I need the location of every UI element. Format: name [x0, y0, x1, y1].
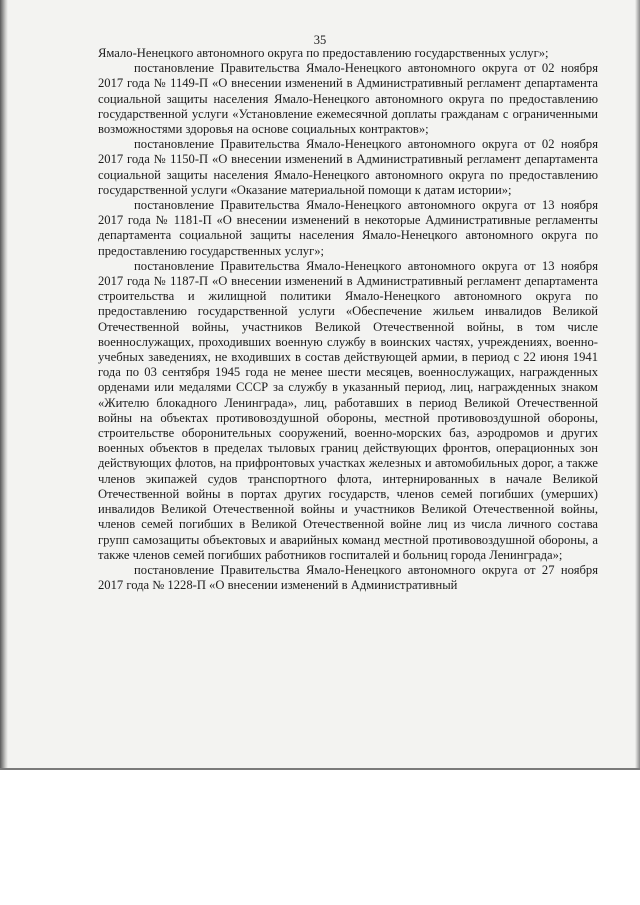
paragraph-resolution-1181: постановление Правительства Ямало-Ненецкого автономного округа от 13 ноября 2017 года № 1181-П «О внесении изменений в некоторые Административные регламенты департамента социальной защиты населения Ямало-Ненецкого автономного округа по предоставлению государственных услуг»; — [98, 198, 598, 258]
paragraph-resolution-1149: постановление Правительства Ямало-Ненецкого автономного округа от 02 ноября 2017 года № 1149-П «О внесении изменений в Административный регламент департамента социальной защиты населения Ямало-Ненецкого автономного округа по предоставлению государственной услуги «Установление ежемесячной доплаты гражданам с ограниченными возможностями здоровья на основе социальных контрактов»; — [98, 61, 598, 137]
blank-area — [0, 772, 640, 905]
page-number: 35 — [313, 33, 327, 47]
paragraph-resolution-1150: постановление Правительства Ямало-Ненецкого автономного округа от 02 ноября 2017 года № 1150-П «О внесении изменений в Административный регламент департамента социальной защиты населения Ямало-Ненецкого автономного округа по предоставлению государственной услуги «Оказание материальной помощи к датам истории»; — [98, 137, 598, 197]
page-left-edge-shadow — [0, 0, 8, 770]
paragraph-resolution-1228: постановление Правительства Ямало-Ненецкого автономного округа от 27 ноября 2017 года № 1228-П «О внесении изменений в Административный — [98, 562, 598, 593]
paragraph-resolution-1187: постановление Правительства Ямало-Ненецкого автономного округа от 13 ноября 2017 года № 1187-П «О внесении изменений в Административный регламент департамента строительства и жилищной политики Ямало-Ненецкого автономного округа по предоставлению государственной услуги «Обеспечение жильем инвалидов Великой Отечественной войны, участников Великой Отечественной войны, в том числе военнослужащих, проходивших военную службу в воинских частях, учреждениях, военно-учебных заведениях, не входивших в состав действующей армии, в период с 22 июня 1941 года по 03 сентября 1945 года не менее шести месяцев, военнослужащих, награжденных орденами или медалями СССР за службу в указанный период, лиц, награжденных знаком «Жителю блокадного Ленинграда», лиц, работавших в период Великой Отечественной войны на объектах противовоздушной обороны, местной противовоздушной обороны, строительстве оборонительных сооружений, военно-морских баз, аэродромов и других военных объектов в пределах тыловых границ действующих фронтов, операционных зон действующих флотов, на прифронтовых участках железных и автомобильных дорог, а также членов экипажей судов транспортного флота, интернированных в начале Великой Отечественной войны в портах других государств, членов семей погибших (умерших) инвалидов Великой Отечественной войны и участников Великой Отечественной войны, членов семей погибших в Великой Отечественной войне лиц из числа личного состава групп самозащиты объектовых и аварийных команд местной противовоздушной обороны, а также членов семей погибших работников госпиталей и больниц города Ленинграда»; — [98, 258, 598, 562]
paragraph-continuation: Ямало-Ненецкого автономного округа по предоставлению государственных услуг»; — [98, 46, 549, 60]
document-body — [98, 46, 598, 593]
page-right-edge-shadow — [635, 0, 640, 770]
